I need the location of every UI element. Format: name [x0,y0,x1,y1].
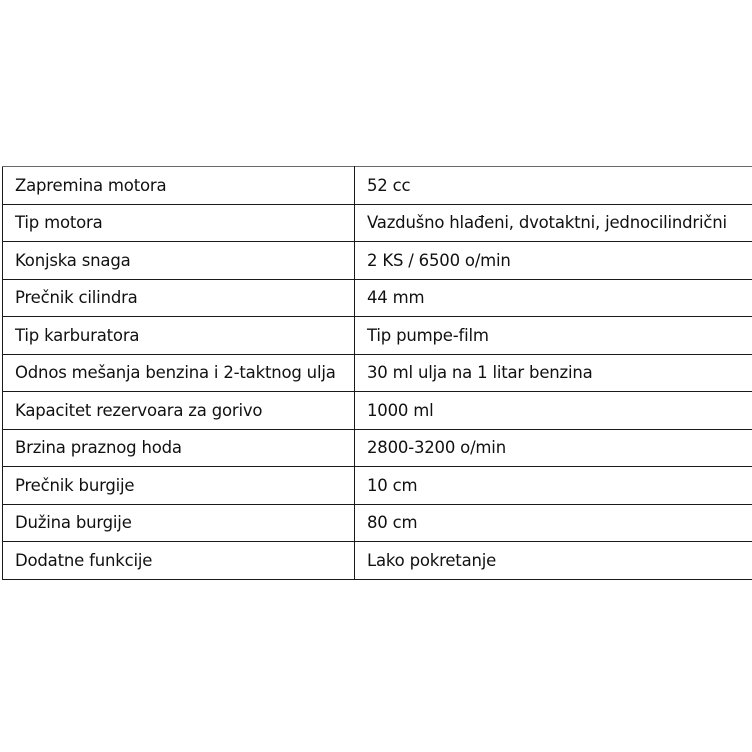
row-label: Kapacitet rezervoara za gorivo [3,392,355,430]
row-value: 2 KS / 6500 o/min [355,242,752,280]
table-row [3,542,752,580]
table-row [3,354,752,392]
row-value: Tip pumpe-film [355,317,752,355]
row-label: Tip karburatora [3,317,355,355]
row-label: Konjska snaga [3,242,355,280]
row-label: Prečnik cilindra [3,279,355,317]
row-value: 52 cc [355,167,752,205]
table-row [3,204,752,242]
row-value: 80 cm [355,504,752,542]
table-row [3,429,752,467]
row-label: Brzina praznog hoda [3,429,355,467]
table-row [3,504,752,542]
table-row [3,167,752,205]
row-label: Dužina burgije [3,504,355,542]
row-label: Prečnik burgije [3,467,355,505]
table-row [3,467,752,505]
spec-table [2,166,752,580]
row-value: 1000 ml [355,392,752,430]
row-value: Lako pokretanje [355,542,752,580]
table-row [3,279,752,317]
row-value: 44 mm [355,279,752,317]
row-value: 10 cm [355,467,752,505]
row-value: 2800-3200 o/min [355,429,752,467]
row-label: Odnos mešanja benzina i 2-taktnog ulja [3,354,355,392]
row-value: Vazdušno hlađeni, dvotaktni, jednocilindrični [355,204,752,242]
table-row [3,392,752,430]
row-value: 30 ml ulja na 1 litar benzina [355,354,752,392]
row-label: Tip motora [3,204,355,242]
row-label: Dodatne funkcije [3,542,355,580]
row-label: Zapremina motora [3,167,355,205]
table-row [3,317,752,355]
table-row [3,242,752,280]
